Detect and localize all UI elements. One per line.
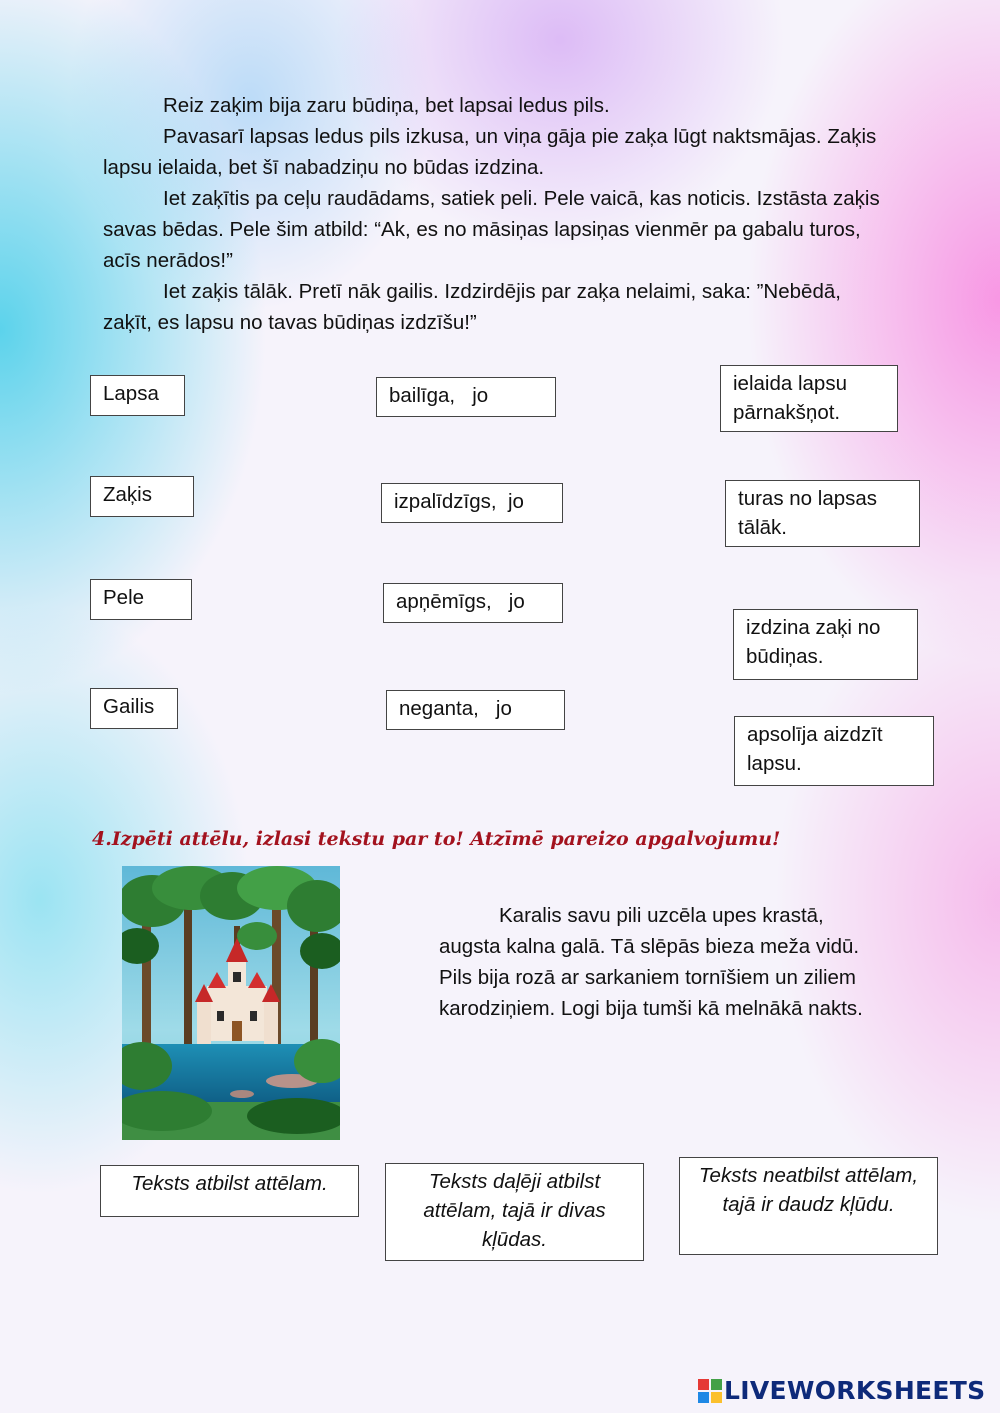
liveworksheets-brand (698, 1376, 985, 1405)
story-text (103, 90, 883, 338)
character-box-zakis[interactable]: Zaķis (90, 476, 194, 517)
liveworksheets-logo-icon (698, 1379, 722, 1403)
character-box-gailis[interactable]: Gailis (90, 688, 178, 729)
story-paragraph-4: Iet zaķis tālāk. Pretī nāk gailis. Izdzirdējis par zaķa nelaimi, saka: ”Nebēdā, zaķīt, es lapsu no tavas būdiņas izdzīšu!” (103, 280, 841, 334)
reason-box-izdzina[interactable]: izdzina zaķi no būdiņas. (733, 609, 918, 680)
option-matches[interactable]: Teksts atbilst attēlam. (100, 1165, 359, 1217)
story-paragraph-2: Pavasarī lapsas ledus pils izkusa, un viņa gāja pie zaķa lūgt naktsmājas. Zaķis lapsu ielaida, bet šī nabadziņu no būdas izdzina. (103, 125, 877, 179)
trait-box-bailiga[interactable]: bailīga, jo (376, 377, 556, 417)
trait-box-izpalidzigs[interactable]: izpalīdzīgs, jo (381, 483, 563, 523)
reason-box-ielaida[interactable]: ielaida lapsu pārnakšņot. (720, 365, 898, 432)
character-box-lapsa[interactable]: Lapsa (90, 375, 185, 416)
story-paragraph-1: Reiz zaķim bija zaru būdiņa, bet lapsai ledus pils. (163, 94, 610, 117)
castle-description-text: Karalis savu pili uzcēla upes krastā, augsta kalna galā. Tā slēpās bieza meža vidū. Pils bija rozā ar sarkaniem tornīšiem un ziliem karodziņiem. Logi bija tumši kā melnākā nakts. (439, 904, 863, 1020)
reason-box-turas[interactable]: turas no lapsas tālāk. (725, 480, 920, 547)
character-box-pele[interactable]: Pele (90, 579, 192, 620)
story-paragraph-3: Iet zaķītis pa ceļu raudādams, satiek peli. Pele vaicā, kas noticis. Izstāsta zaķis savas bēdas. Pele šim atbild: “Ak, es no māsiņas lapsiņas vienmēr pa gabalu turos, acīs nerādos!” (103, 187, 880, 272)
trait-box-neganta[interactable]: neganta, jo (386, 690, 565, 730)
reason-box-apsolija[interactable]: apsolīja aizdzīt lapsu. (734, 716, 934, 786)
liveworksheets-wordmark: LIVEWORKSHEETS (724, 1376, 986, 1405)
task4-title: 4.Izpēti attēlu, izlasi tekstu par to! Atzīmē pareizo apgalvojumu! (92, 828, 781, 850)
trait-box-apnemigs[interactable]: apņēmīgs, jo (383, 583, 563, 623)
option-does-not-match[interactable]: Teksts neatbilst attēlam, tajā ir daudz kļūdu. (679, 1157, 938, 1255)
castle-illustration (122, 866, 340, 1140)
option-partly-matches[interactable]: Teksts daļēji atbilst attēlam, tajā ir divas kļūdas. (385, 1163, 644, 1261)
castle-description (439, 900, 869, 1024)
castle-picture (122, 866, 340, 1140)
